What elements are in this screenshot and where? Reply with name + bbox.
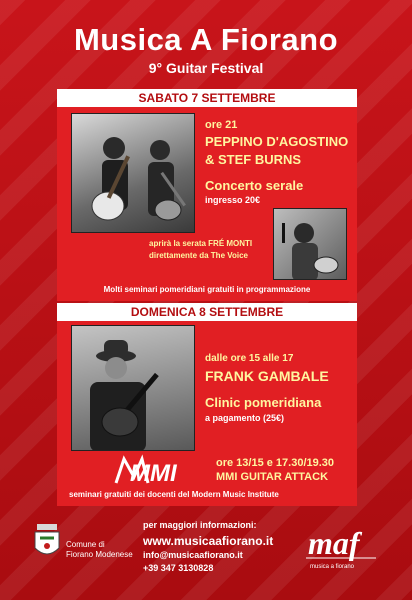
day2-heading: DOMENICA 8 SETTEMBRE (57, 303, 357, 321)
maf-logo-text: maf (308, 525, 360, 561)
phone: +39 347 3130828 (143, 563, 214, 573)
email[interactable]: info@musicaafiorano.it (143, 550, 243, 560)
opener-photo (273, 208, 347, 280)
festival-subtitle: 9° Guitar Festival (148, 60, 264, 76)
seminars-note: Molti seminari pomeridiani gratuiti in programmazione (103, 285, 311, 294)
opener-line1: aprirà la serata FRÉ MONTI (149, 239, 253, 248)
duo-guitarists-image (72, 114, 195, 233)
day1-time: ore 21 (205, 119, 238, 131)
mmi-logo (112, 453, 212, 489)
footer (0, 506, 412, 600)
mmi-logo-text: MMI (130, 460, 177, 487)
maf-logo-caption: musica a fiorano (310, 564, 355, 570)
concert-label: Concerto serale (205, 178, 304, 193)
comune-line1: Comune di (66, 540, 105, 549)
gambale-guitarist-image (72, 326, 195, 451)
day2-panel (57, 303, 357, 506)
artist-line2: & STEF BURNS (205, 152, 302, 167)
festival-title: Musica A Fiorano (73, 22, 339, 57)
mmi-title: MMI GUITAR ATTACK (216, 471, 329, 483)
comune-line2: Fiorano Modenese (66, 550, 133, 559)
mmi-logo-mark (112, 453, 212, 489)
clinic-label: Clinic pomeridiana (205, 395, 322, 410)
mmi-times: ore 13/15 e 17.30/19.30 (216, 457, 335, 469)
day2-time: dalle ore 15 alle 17 (205, 353, 294, 364)
comune-crest-icon (32, 522, 62, 562)
opener-line2: direttamente da The Voice (149, 251, 248, 260)
gambale-photo (71, 325, 195, 451)
artist-line1: PEPPINO D'AGOSTINO (205, 134, 349, 149)
gambale-name: FRANK GAMBALE (205, 368, 329, 384)
duo-photo (71, 113, 195, 233)
day1-heading: SABATO 7 SETTEMBRE (57, 89, 357, 107)
info-label: per maggiori informazioni: (143, 520, 257, 530)
day1-panel (57, 89, 357, 301)
opener-guitarist-image (274, 209, 347, 280)
clinic-price: a pagamento (25€) (205, 413, 285, 423)
entry-price: ingresso 20€ (205, 195, 261, 205)
mmi-description: seminari gratuiti dei docenti del Modern Music Institute (69, 490, 279, 499)
website[interactable]: www.musicaafiorano.it (143, 534, 274, 548)
maf-logo (302, 518, 380, 572)
